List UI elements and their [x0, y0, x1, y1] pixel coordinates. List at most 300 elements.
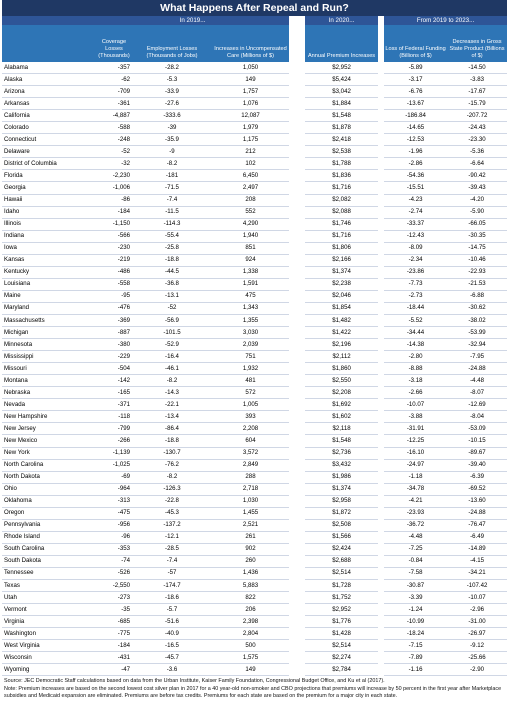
premium-increase: $2,088	[305, 206, 378, 218]
premium-increase: $2,238	[305, 278, 378, 290]
table-row	[2, 628, 507, 640]
employment-losses: -13.1	[132, 290, 212, 302]
table-row	[2, 447, 507, 459]
employment-losses: -86.4	[132, 423, 212, 435]
premium-increase: $1,986	[305, 471, 378, 483]
group-header-row	[2, 16, 507, 25]
premium-increase: $1,728	[305, 580, 378, 592]
state-name: West Virginia	[2, 640, 96, 652]
table-row	[2, 327, 507, 339]
uncompensated-care: 1,338	[212, 266, 289, 278]
employment-losses: -11.5	[132, 206, 212, 218]
uncompensated-care: 552	[212, 206, 289, 218]
table-row	[2, 218, 507, 230]
premium-increase: $1,548	[305, 435, 378, 447]
gsp-decrease: -4.20	[447, 194, 507, 206]
uncompensated-care: 2,521	[212, 519, 289, 531]
federal-funding-loss: -5.52	[384, 314, 447, 326]
premium-increase: $2,208	[305, 387, 378, 399]
employment-losses: -174.7	[132, 580, 212, 592]
coverage-losses: -248	[96, 134, 132, 146]
gsp-decrease: -25.66	[447, 652, 507, 664]
table-row	[2, 158, 507, 170]
employment-losses: -45.3	[132, 507, 212, 519]
uncompensated-care: 2,208	[212, 423, 289, 435]
premium-increase: $2,952	[305, 62, 378, 74]
table-row	[2, 146, 507, 158]
federal-funding-loss: -3.18	[384, 375, 447, 387]
premium-increase: $1,428	[305, 628, 378, 640]
table-row	[2, 399, 507, 411]
uncompensated-care: 393	[212, 411, 289, 423]
coverage-losses: -369	[96, 314, 132, 326]
coverage-losses: -184	[96, 206, 132, 218]
state-name: Mississippi	[2, 351, 96, 363]
table-row	[2, 375, 507, 387]
uncompensated-care: 1,175	[212, 134, 289, 146]
coverage-losses: -184	[96, 640, 132, 652]
state-name: Connecticut	[2, 134, 96, 146]
table-row	[2, 604, 507, 616]
federal-funding-loss: -1.18	[384, 471, 447, 483]
coverage-losses: -96	[96, 531, 132, 543]
uncompensated-care: 2,039	[212, 339, 289, 351]
state-name: Virginia	[2, 616, 96, 628]
table-row	[2, 266, 507, 278]
employment-losses: -18.8	[132, 254, 212, 266]
federal-funding-loss: -1.24	[384, 604, 447, 616]
gsp-decrease: -12.69	[447, 399, 507, 411]
gsp-decrease: -5.36	[447, 146, 507, 158]
employment-losses: -8.2	[132, 158, 212, 170]
table-row	[2, 411, 507, 423]
uncompensated-care: 1,343	[212, 302, 289, 314]
premium-increase: $2,784	[305, 664, 378, 676]
uncompensated-care: 851	[212, 242, 289, 254]
table-row	[2, 182, 507, 194]
gsp-decrease: -76.47	[447, 519, 507, 531]
gsp-decrease: -24.88	[447, 363, 507, 375]
premium-increase: $2,952	[305, 604, 378, 616]
state-name: District of Columbia	[2, 158, 96, 170]
coverage-losses: -775	[96, 628, 132, 640]
table-row	[2, 339, 507, 351]
gsp-decrease: -4.48	[447, 375, 507, 387]
uncompensated-care: 1,932	[212, 363, 289, 375]
federal-funding-loss: -186.84	[384, 110, 447, 122]
federal-funding-loss: -31.91	[384, 423, 447, 435]
state-name: Pennsylvania	[2, 519, 96, 531]
report-table-container	[2, 0, 507, 701]
federal-funding-loss: -2.66	[384, 387, 447, 399]
employment-losses: -16.4	[132, 351, 212, 363]
gsp-decrease: -8.07	[447, 387, 507, 399]
federal-funding-loss: -8.09	[384, 242, 447, 254]
federal-funding-loss: -5.89	[384, 62, 447, 74]
employment-losses: -18.8	[132, 435, 212, 447]
uncompensated-care: 5,883	[212, 580, 289, 592]
uncompensated-care: 1,436	[212, 567, 289, 579]
premium-increase: $1,788	[305, 158, 378, 170]
gsp-decrease: -24.43	[447, 122, 507, 134]
table-row	[2, 423, 507, 435]
gsp-decrease: -14.75	[447, 242, 507, 254]
premium-increase: $2,514	[305, 567, 378, 579]
gsp-decrease: -107.42	[447, 580, 507, 592]
state-name: California	[2, 110, 96, 122]
coverage-losses: -566	[96, 230, 132, 242]
premium-increase: $1,374	[305, 266, 378, 278]
employment-losses: -5.3	[132, 74, 212, 86]
gsp-decrease: -89.67	[447, 447, 507, 459]
federal-funding-loss: -3.39	[384, 592, 447, 604]
gsp-decrease: -30.35	[447, 230, 507, 242]
column-header-row	[2, 25, 507, 62]
employment-losses: -51.6	[132, 616, 212, 628]
gsp-decrease: -9.12	[447, 640, 507, 652]
uncompensated-care: 751	[212, 351, 289, 363]
employment-losses: -56.9	[132, 314, 212, 326]
gsp-decrease: -39.43	[447, 182, 507, 194]
premium-increase: $1,836	[305, 170, 378, 182]
gsp-decrease: -13.60	[447, 495, 507, 507]
federal-funding-loss: -7.73	[384, 278, 447, 290]
coverage-losses: -353	[96, 543, 132, 555]
premium-increase: $1,374	[305, 483, 378, 495]
table-row	[2, 664, 507, 676]
state-name: Idaho	[2, 206, 96, 218]
gsp-decrease: -66.05	[447, 218, 507, 230]
state-name: Wisconsin	[2, 652, 96, 664]
table-row	[2, 302, 507, 314]
coverage-losses: -229	[96, 351, 132, 363]
premium-increase: $2,082	[305, 194, 378, 206]
table-row	[2, 640, 507, 652]
uncompensated-care: 208	[212, 194, 289, 206]
state-name: North Carolina	[2, 459, 96, 471]
employment-losses: -27.6	[132, 98, 212, 110]
state-name: Alabama	[2, 62, 96, 74]
employment-losses: -18.6	[132, 592, 212, 604]
uncompensated-care: 1,455	[212, 507, 289, 519]
employment-losses: -22.8	[132, 495, 212, 507]
employment-losses: -39	[132, 122, 212, 134]
federal-funding-loss: -23.93	[384, 507, 447, 519]
uncompensated-care: 481	[212, 375, 289, 387]
employment-losses: -33.9	[132, 86, 212, 98]
federal-funding-loss: -12.25	[384, 435, 447, 447]
premium-increase: $1,422	[305, 327, 378, 339]
gsp-decrease: -32.94	[447, 339, 507, 351]
gsp-decrease: -4.15	[447, 555, 507, 567]
uncompensated-care: 475	[212, 290, 289, 302]
table-row	[2, 351, 507, 363]
table-row	[2, 110, 507, 122]
uncompensated-care: 822	[212, 592, 289, 604]
uncompensated-care: 2,497	[212, 182, 289, 194]
uncompensated-care: 2,849	[212, 459, 289, 471]
gsp-decrease: -26.97	[447, 628, 507, 640]
uncompensated-care: 212	[212, 146, 289, 158]
state-name: North Dakota	[2, 471, 96, 483]
premium-increase: $1,854	[305, 302, 378, 314]
table-row	[2, 98, 507, 110]
employment-losses: -46.1	[132, 363, 212, 375]
gsp-decrease: -31.00	[447, 616, 507, 628]
state-name: Washington	[2, 628, 96, 640]
uncompensated-care: 260	[212, 555, 289, 567]
gsp-decrease: -21.53	[447, 278, 507, 290]
premium-increase: $1,806	[305, 242, 378, 254]
employment-losses: -7.4	[132, 194, 212, 206]
state-name: New Mexico	[2, 435, 96, 447]
employment-losses: -9	[132, 146, 212, 158]
table-row	[2, 592, 507, 604]
federal-funding-loss: -2.80	[384, 351, 447, 363]
header-gsp-decrease: Decreases in Gross State Product (Billions of $)	[447, 25, 507, 62]
coverage-losses: -357	[96, 62, 132, 74]
employment-losses: -76.2	[132, 459, 212, 471]
uncompensated-care: 2,398	[212, 616, 289, 628]
federal-funding-loss: -8.88	[384, 363, 447, 375]
table-row	[2, 314, 507, 326]
gsp-decrease: -8.04	[447, 411, 507, 423]
state-name: Maryland	[2, 302, 96, 314]
federal-funding-loss: -18.24	[384, 628, 447, 640]
federal-funding-loss: -2.34	[384, 254, 447, 266]
coverage-losses: -1,139	[96, 447, 132, 459]
table-row	[2, 86, 507, 98]
state-name: Rhode Island	[2, 531, 96, 543]
employment-losses: -12.1	[132, 531, 212, 543]
premium-increase: $1,602	[305, 411, 378, 423]
employment-losses: -16.5	[132, 640, 212, 652]
state-name: Hawaii	[2, 194, 96, 206]
premium-increase: $2,958	[305, 495, 378, 507]
gsp-decrease: -6.88	[447, 290, 507, 302]
coverage-losses: -431	[96, 652, 132, 664]
state-name: New Hampshire	[2, 411, 96, 423]
uncompensated-care: 261	[212, 531, 289, 543]
uncompensated-care: 1,757	[212, 86, 289, 98]
methodology-note: Note: Premium increases are based on the second lowest cost silver plan in 2017 for a 40 year-old non-smoker and CBO projections that premiums will increase by 50 percent in the first year after Marketplace subsidies and Medicaid expansion are eliminated. Premiums are before tax credits. Premiums for each state are based on the premium for a major city in each state.	[4, 685, 502, 700]
group-2020: In 2020...	[305, 16, 378, 25]
coverage-losses: -361	[96, 98, 132, 110]
table-row	[2, 134, 507, 146]
coverage-losses: -1,006	[96, 182, 132, 194]
gsp-decrease: -2.96	[447, 604, 507, 616]
coverage-losses: -47	[96, 664, 132, 676]
table-row	[2, 170, 507, 182]
employment-losses: -101.5	[132, 327, 212, 339]
premium-increase: $2,112	[305, 351, 378, 363]
table-row	[2, 567, 507, 579]
employment-losses: -126.3	[132, 483, 212, 495]
gsp-decrease: -5.90	[447, 206, 507, 218]
table-title: What Happens After Repeal and Run?	[2, 0, 507, 16]
uncompensated-care: 1,355	[212, 314, 289, 326]
table-row	[2, 290, 507, 302]
coverage-losses: -4,887	[96, 110, 132, 122]
uncompensated-care: 102	[212, 158, 289, 170]
gsp-decrease: -24.88	[447, 507, 507, 519]
table-body	[2, 62, 507, 676]
federal-funding-loss: -2.74	[384, 206, 447, 218]
employment-losses: -333.6	[132, 110, 212, 122]
coverage-losses: -526	[96, 567, 132, 579]
premium-increase: $2,166	[305, 254, 378, 266]
state-name: Louisiana	[2, 278, 96, 290]
state-name: Arizona	[2, 86, 96, 98]
state-name: Illinois	[2, 218, 96, 230]
federal-funding-loss: -0.84	[384, 555, 447, 567]
premium-increase: $2,550	[305, 375, 378, 387]
coverage-losses: -165	[96, 387, 132, 399]
employment-losses: -7.4	[132, 555, 212, 567]
state-name: Colorado	[2, 122, 96, 134]
federal-funding-loss: -6.76	[384, 86, 447, 98]
table-row	[2, 459, 507, 471]
gsp-decrease: -10.15	[447, 435, 507, 447]
uncompensated-care: 604	[212, 435, 289, 447]
state-name: South Carolina	[2, 543, 96, 555]
employment-losses: -25.8	[132, 242, 212, 254]
premium-increase: $1,860	[305, 363, 378, 375]
federal-funding-loss: -14.65	[384, 122, 447, 134]
state-name: Florida	[2, 170, 96, 182]
premium-increase: $2,196	[305, 339, 378, 351]
coverage-losses: -313	[96, 495, 132, 507]
federal-funding-loss: -4.23	[384, 194, 447, 206]
premium-increase: $2,508	[305, 519, 378, 531]
uncompensated-care: 2,718	[212, 483, 289, 495]
premium-increase: $1,884	[305, 98, 378, 110]
coverage-losses: -2,230	[96, 170, 132, 182]
gsp-decrease: -14.89	[447, 543, 507, 555]
gsp-decrease: -22.93	[447, 266, 507, 278]
federal-funding-loss: -30.87	[384, 580, 447, 592]
federal-funding-loss: -34.44	[384, 327, 447, 339]
table-row	[2, 471, 507, 483]
gsp-decrease: -14.50	[447, 62, 507, 74]
premium-increase: $1,482	[305, 314, 378, 326]
coverage-losses: -273	[96, 592, 132, 604]
state-name: Ohio	[2, 483, 96, 495]
premium-increase: $2,514	[305, 640, 378, 652]
state-name: Utah	[2, 592, 96, 604]
state-name: Arkansas	[2, 98, 96, 110]
header-uncompensated-care: Increases in Uncompensated Care (Millions of $)	[212, 25, 289, 62]
premium-increase: $5,424	[305, 74, 378, 86]
gsp-decrease: -2.90	[447, 664, 507, 676]
employment-losses: -35.9	[132, 134, 212, 146]
premium-increase: $3,042	[305, 86, 378, 98]
table-row	[2, 62, 507, 74]
federal-funding-loss: -3.17	[384, 74, 447, 86]
uncompensated-care: 1,005	[212, 399, 289, 411]
premium-increase: $3,432	[305, 459, 378, 471]
federal-funding-loss: -4.21	[384, 495, 447, 507]
header-federal-funding-loss: Loss of Federal Funding (Billions of $)	[384, 25, 447, 62]
gsp-decrease: -30.62	[447, 302, 507, 314]
uncompensated-care: 6,450	[212, 170, 289, 182]
employment-losses: -181	[132, 170, 212, 182]
uncompensated-care: 1,591	[212, 278, 289, 290]
table-row	[2, 543, 507, 555]
table-row	[2, 122, 507, 134]
state-name: Nebraska	[2, 387, 96, 399]
table-row	[2, 495, 507, 507]
coverage-losses: -371	[96, 399, 132, 411]
federal-funding-loss: -3.88	[384, 411, 447, 423]
federal-funding-loss: -24.97	[384, 459, 447, 471]
employment-losses: -55.4	[132, 230, 212, 242]
gsp-decrease: -23.30	[447, 134, 507, 146]
uncompensated-care: 2,804	[212, 628, 289, 640]
coverage-losses: -685	[96, 616, 132, 628]
gsp-decrease: -6.49	[447, 531, 507, 543]
employment-losses: -3.6	[132, 664, 212, 676]
uncompensated-care: 1,076	[212, 98, 289, 110]
header-coverage-losses: Coverage Losses (Thousands)	[96, 25, 132, 62]
uncompensated-care: 3,572	[212, 447, 289, 459]
premium-increase: $2,688	[305, 555, 378, 567]
employment-losses: -13.4	[132, 411, 212, 423]
table-row	[2, 652, 507, 664]
gsp-decrease: -53.99	[447, 327, 507, 339]
uncompensated-care: 149	[212, 74, 289, 86]
premium-increase: $1,716	[305, 182, 378, 194]
federal-funding-loss: -23.86	[384, 266, 447, 278]
federal-funding-loss: -16.10	[384, 447, 447, 459]
premium-increase: $2,418	[305, 134, 378, 146]
employment-losses: -52	[132, 302, 212, 314]
coverage-losses: -956	[96, 519, 132, 531]
uncompensated-care: 149	[212, 664, 289, 676]
state-name: Alaska	[2, 74, 96, 86]
table-row	[2, 519, 507, 531]
state-name: Missouri	[2, 363, 96, 375]
gsp-decrease: -53.09	[447, 423, 507, 435]
federal-funding-loss: -13.67	[384, 98, 447, 110]
premium-increase: $1,746	[305, 218, 378, 230]
employment-losses: -36.8	[132, 278, 212, 290]
group-2023: From 2019 to 2023...	[384, 16, 507, 25]
state-name: South Dakota	[2, 555, 96, 567]
table-row	[2, 74, 507, 86]
coverage-losses: -799	[96, 423, 132, 435]
gsp-decrease: -39.40	[447, 459, 507, 471]
data-table	[2, 16, 507, 676]
federal-funding-loss: -14.38	[384, 339, 447, 351]
federal-funding-loss: -36.72	[384, 519, 447, 531]
employment-losses: -14.3	[132, 387, 212, 399]
employment-losses: -45.7	[132, 652, 212, 664]
federal-funding-loss: -1.96	[384, 146, 447, 158]
employment-losses: -8.2	[132, 471, 212, 483]
state-name: Minnesota	[2, 339, 96, 351]
gsp-decrease: -90.42	[447, 170, 507, 182]
premium-increase: $2,538	[305, 146, 378, 158]
premium-increase: $1,692	[305, 399, 378, 411]
premium-increase: $2,424	[305, 543, 378, 555]
uncompensated-care: 500	[212, 640, 289, 652]
federal-funding-loss: -7.25	[384, 543, 447, 555]
table-row	[2, 230, 507, 242]
gsp-decrease: -207.72	[447, 110, 507, 122]
uncompensated-care: 1,030	[212, 495, 289, 507]
federal-funding-loss: -2.86	[384, 158, 447, 170]
